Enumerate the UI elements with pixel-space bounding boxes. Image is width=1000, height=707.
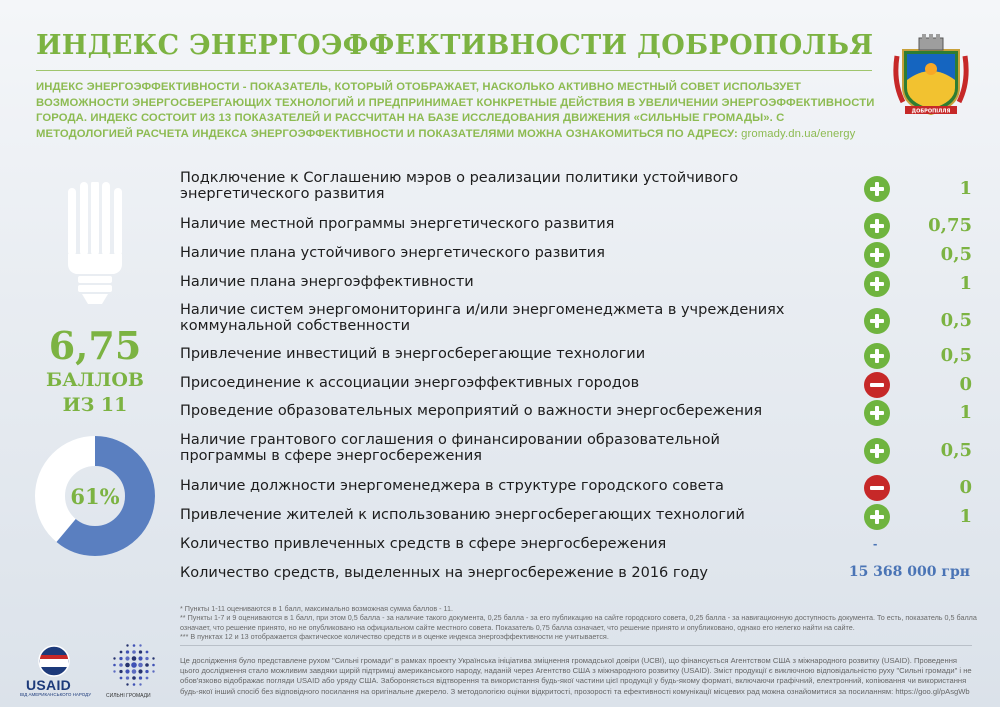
- indicator-value: 0: [959, 477, 972, 498]
- logo-dot: [132, 650, 136, 654]
- logo-dot: [132, 656, 137, 661]
- energy-bulb-icon: [60, 182, 130, 307]
- logo-dot: [133, 644, 136, 647]
- footnote-2: ** Пункты 1-7 и 9 оцениваются в 1 балл, при этом 0,5 балла - за наличие такого документа, 0,25 балла - за его публикацию на сайте городского совета, 0,25 балла - за навигационную доступность документа. То есть, показатель 0,5 балла означает, что решение принято, но не опубликовано на официальном сайте местного совета. Показатель 0,75 балла означает, что решение принято и опубликовано, однако его нелегко найти на сайте.: [180, 613, 977, 632]
- score-unit: БАЛЛОВ: [46, 369, 144, 391]
- logo-dot: [120, 651, 123, 654]
- page-title: ИНДЕКС ЭНЕРГОЭФФЕКТИВНОСТИ ДОБРОПОЛЬЯ: [36, 30, 874, 61]
- logo-dot: [152, 670, 154, 672]
- logo-dot: [145, 663, 149, 667]
- usaid-logo: [20, 644, 100, 698]
- footnote-1: * Пункты 1-11 оцениваются в 1 балл, максимально возможная сумма баллов - 11.: [180, 604, 454, 613]
- logo-dot: [146, 677, 149, 680]
- indicator-label: Наличие грантового соглашения о финансировании образовательной программы в сфере энергосбережения: [180, 432, 720, 464]
- usaid-tagline: ВІД АМЕРИКАНСЬКОГО НАРОДУ: [20, 692, 92, 697]
- score-max: ИЗ 11: [62, 394, 128, 416]
- description-text: ИНДЕКС ЭНЕРГОЭФФЕКТИВНОСТИ - ПОКАЗАТЕЛЬ, КОТОРЫЙ ОТОБРАЖАЕТ, НАСКОЛЬКО АКТИВНО МЕСТНЫЙ СОВЕТ ИСПОЛЬЗУЕТ ВОЗМОЖНОСТИ ЭНЕРГОСБЕРЕГАЮЩИХ ТЕХНОЛОГИЙ И ПРЕДПРИНИМАЕТ КОНКРЕТНЫЕ ДЕЙСТВИЯ В УВЕЛИЧЕНИИ ЭНЕРГОЭФФЕКТИВНОСТИ ГОРОДА. ИНДЕКС СОСТОИТ ИЗ 13 ПОКАЗАТЕЛЕЙ И РАССЧИТАН НА БАЗЕ ИССЛЕДОВАНИЯ ДВИЖЕНИЯ «СИЛЬНЫЕ ГРОМАДЫ». С МЕТОДОЛОГИЕЙ РАСЧЕТА ИНДЕКСА ЭНЕРГОЭФФЕКТИВНОСТИ И ПОКАЗАТЕЛЯМИ МОЖНА ОЗНАКОМИТЬСЯ ПО АДРЕСУ:: [36, 81, 875, 140]
- logo-dot: [126, 683, 128, 685]
- logo-dot: [125, 656, 129, 660]
- logo-dot: [152, 664, 155, 667]
- logo-dot: [125, 669, 129, 673]
- footnotes: [180, 604, 980, 642]
- logo-dot: [132, 669, 137, 674]
- logo-dot: [152, 657, 154, 659]
- logo-dot: [119, 670, 122, 673]
- logo-dot: [139, 644, 141, 646]
- indicator-label: Подключение к Соглашению мэров о реализации политики устойчивого энергетического развития: [180, 170, 739, 202]
- logo-dot: [131, 662, 137, 668]
- logo-dot: [113, 670, 115, 672]
- logo-dot: [145, 657, 148, 660]
- indicator-value: 1: [959, 402, 972, 423]
- indicator-label: Наличие плана устойчивого энергетического развития: [180, 245, 605, 261]
- logo-dot: [126, 650, 129, 653]
- indicator-value: 0,5: [940, 310, 972, 331]
- logo-dot: [146, 651, 149, 654]
- indicator-value: 15 368 000 грн: [848, 564, 970, 580]
- title-divider: [36, 70, 872, 71]
- percent-label: 61%: [70, 484, 120, 509]
- logo-dot: [126, 676, 129, 679]
- indicator-label: Привлечение инвестиций в энергосберегающие технологии: [180, 346, 646, 362]
- logo-dot: [125, 663, 130, 668]
- indicator-value: 0: [959, 374, 972, 395]
- indicator-label: Наличие местной программы энергетического развития: [180, 216, 615, 232]
- indicator-value: 0,5: [940, 244, 972, 265]
- footnote-3: *** В пунктах 12 и 13 отображается фактическое количество средств и в оценке индекса энергоэффективности не учитывается.: [180, 632, 609, 642]
- index-score: [20, 325, 170, 417]
- indicator-value: 0,5: [940, 345, 972, 366]
- logo-dot: [119, 657, 122, 660]
- indicator-value: 1: [959, 506, 972, 527]
- indicator-label: Проведение образовательных мероприятий о важности энергосбережения: [180, 403, 763, 419]
- usaid-wordmark: USAID: [26, 677, 72, 693]
- indicator-label: Присоединение к ассоциации энергоэффективных городов: [180, 375, 640, 391]
- usaid-seal-icon: [20, 644, 100, 678]
- logo-dot: [133, 683, 136, 686]
- logo-dot: [138, 663, 143, 668]
- logo-dot: [119, 663, 123, 667]
- footer-divider: [180, 645, 972, 646]
- logo-dot: [139, 650, 142, 653]
- methodology-link[interactable]: gromady.dn.ua/energy: [741, 127, 856, 140]
- indicator-value: 0,75: [928, 215, 972, 236]
- logo-dot: [138, 656, 142, 660]
- logo-dot: [139, 676, 142, 679]
- index-description: [36, 80, 878, 142]
- indicator-label: Наличие плана энергоэффективности: [180, 274, 474, 290]
- logo-dot: [113, 664, 116, 667]
- strong-communities-dots-icon: [104, 640, 164, 692]
- indicator-label: Количество средств, выделенных на энергосбережение в 2016 году: [180, 565, 708, 581]
- logo-dot: [132, 676, 136, 680]
- score-value: 6,75: [48, 323, 142, 368]
- indicator-label: Наличие систем энергомониторинга и/или энергоменеджмета в учреждениях коммунальной собственности: [180, 302, 785, 334]
- indicator-value-dash: -: [873, 536, 878, 551]
- indicator-label: Наличие должности энергоменеджера в структуре городского совета: [180, 478, 724, 494]
- indicator-label: Количество привлеченных средств в сфере энергосбережения: [180, 536, 667, 552]
- indicator-value: 0,5: [940, 440, 972, 461]
- percent-donut-chart: [34, 435, 156, 557]
- logo-dot: [113, 657, 115, 659]
- logo-dot: [139, 683, 141, 685]
- logo-dot: [120, 677, 123, 680]
- city-emblem-icon: [893, 32, 969, 118]
- emblem-caption: ДОБРОПІЛЛЯ: [911, 108, 951, 115]
- strong-communities-name: СИЛЬНІ ГРОМАДИ: [106, 693, 151, 699]
- logo-dot: [138, 669, 142, 673]
- indicator-label: Привлечение жителей к использованию энергосберегающих технологий: [180, 507, 745, 523]
- usaid-disclaimer: Це дослідження було представлене рухом "Сильні громади" в рамках проекту Українська ініціатива зміцнення громадської довіри (UCBI), що фінансується Агентством США з міжнародного розвитку (USAID). Проведення цього дослідження стало можливим завдяки щирій підтримці американського народу, наданій через Агентство США з міжнародного розвитку (USAID). Зміст продукції є виключною відповідальністю руху "Сильні громади" і не обов'язково відображає погляди USAID або уряду США. Забороняється відтворення та використання будь-якої частини цієї продукції у будь-якому форматі, включаючи графічний, електронний, копіювання чи використання будь-якої інший спосіб без відповідного посилання на оригінальне джерело. З методологією оцінки відкритості, прозорості та ефективності комунікації місцевих рад можна ознайомитися за посиланням: https://goo.gl/pAsgWb: [180, 656, 972, 696]
- logo-dot: [145, 670, 148, 673]
- logo-dot: [126, 644, 128, 646]
- indicator-value: 1: [959, 273, 972, 294]
- strong-communities-logo: [104, 640, 164, 702]
- indicator-value: 1: [959, 178, 972, 199]
